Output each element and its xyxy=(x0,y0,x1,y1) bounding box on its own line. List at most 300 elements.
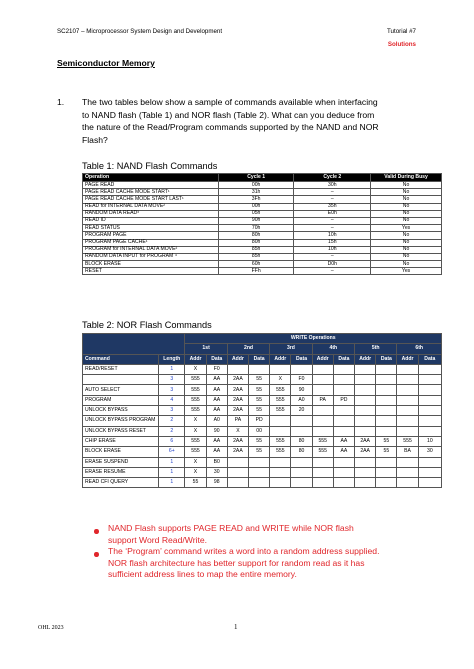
course-title: SC2107 – Microprocessor System Design and Development xyxy=(57,28,223,35)
table-cell xyxy=(355,364,376,374)
table-cell: No xyxy=(371,261,442,268)
table-cell xyxy=(418,457,441,467)
table-cell xyxy=(291,457,312,467)
table-cell: 1 xyxy=(159,467,185,477)
table-cell: AA xyxy=(206,436,227,446)
table-cell: AA xyxy=(206,447,227,457)
table-row xyxy=(83,182,442,189)
table-cell: PD xyxy=(333,395,354,405)
table-row xyxy=(83,395,442,405)
table-cell: PD xyxy=(249,416,270,426)
table-cell: 90 xyxy=(206,426,227,436)
table-cell xyxy=(270,364,291,374)
table-cell: 1 xyxy=(159,364,185,374)
table-cell xyxy=(397,375,418,385)
table-cell xyxy=(397,406,418,416)
table-cell: D0h xyxy=(294,261,371,268)
answer-line: NAND Flash supports PAGE READ and WRITE while NOR flash xyxy=(108,523,354,533)
answer-line: sufficient address lines to map the entire memory. xyxy=(108,569,297,580)
table-cell: BA xyxy=(397,447,418,457)
table-cell: 2AA xyxy=(227,375,248,385)
table-cell xyxy=(333,364,354,374)
table-cell: – xyxy=(294,225,371,232)
table-cell xyxy=(376,416,397,426)
table-cell: 555 xyxy=(185,385,206,395)
table-cell: 05h xyxy=(218,210,294,217)
table-row xyxy=(83,232,442,239)
table-cell xyxy=(397,364,418,374)
addr-header: Addr xyxy=(185,354,206,364)
table-cell: 60h xyxy=(218,261,294,268)
table-cell: 15h xyxy=(294,239,371,246)
table-cell: UNLOCK BYPASS xyxy=(83,406,159,416)
table-cell xyxy=(312,467,333,477)
table-cell: PA xyxy=(312,395,333,405)
table-cell: PA xyxy=(227,416,248,426)
table-cell xyxy=(397,416,418,426)
table-cell xyxy=(270,426,291,436)
table-cell xyxy=(418,375,441,385)
table-cell xyxy=(333,426,354,436)
data-header: Data xyxy=(206,354,227,364)
table-cell xyxy=(355,457,376,467)
table-cell: PROGRAM xyxy=(83,395,159,405)
table-row xyxy=(83,246,442,253)
table-cell: PAGE READ xyxy=(83,182,219,189)
table-cell: X xyxy=(185,426,206,436)
cycle-header: 1st xyxy=(185,344,227,354)
table-cell: BLOCK ERASE xyxy=(83,261,219,268)
table-cell: A0 xyxy=(206,416,227,426)
table-cell: 2AA xyxy=(227,385,248,395)
table-cell: 55 xyxy=(249,375,270,385)
nor-commands-table xyxy=(82,333,442,488)
table-cell xyxy=(312,364,333,374)
table-cell: PROGRAM PAGE xyxy=(83,232,219,239)
table1-caption: Table 1: NAND Flash Commands xyxy=(82,161,218,171)
length-header: Length xyxy=(159,354,185,364)
table-cell xyxy=(397,467,418,477)
table-cell: 555 xyxy=(185,406,206,416)
table-cell: No xyxy=(371,210,442,217)
table-cell: 555 xyxy=(185,436,206,446)
cycle-header: 6th xyxy=(397,344,442,354)
table-cell xyxy=(333,457,354,467)
table-cell xyxy=(355,467,376,477)
table-cell: RESET xyxy=(83,268,219,275)
data-header: Data xyxy=(418,354,441,364)
table-cell: 10 xyxy=(418,436,441,446)
table-cell: UNLOCK BYPASS PROGRAM xyxy=(83,416,159,426)
table-cell: 30 xyxy=(418,447,441,457)
question-line: to NAND flash (Table 1) and NOR flash (Table 2). What can you deduce from xyxy=(82,109,375,120)
table-cell: 4 xyxy=(159,395,185,405)
table-cell xyxy=(376,406,397,416)
table-cell xyxy=(270,478,291,488)
table-cell: F0 xyxy=(206,364,227,374)
table-cell xyxy=(83,375,159,385)
table-cell: AA xyxy=(333,436,354,446)
table-cell: 3Fh xyxy=(218,196,294,203)
write-operations-header: WRITE Operations xyxy=(185,334,442,344)
table-cell xyxy=(291,467,312,477)
table-cell: 3 xyxy=(159,375,185,385)
table-cell: 00h xyxy=(218,203,294,210)
table-cell: No xyxy=(371,189,442,196)
table-cell: 1 xyxy=(159,457,185,467)
table-cell xyxy=(355,385,376,395)
table-cell: 2AA xyxy=(227,395,248,405)
cycle-header: 5th xyxy=(355,344,397,354)
table-cell: X xyxy=(185,467,206,477)
table-cell: – xyxy=(294,253,371,260)
table-cell: 55 xyxy=(249,395,270,405)
section-title: Semiconductor Memory xyxy=(57,58,155,68)
table-cell: 3 xyxy=(159,406,185,416)
table-cell: 35h xyxy=(294,203,371,210)
table-cell: 555 xyxy=(312,447,333,457)
table-cell xyxy=(291,364,312,374)
table-cell: UNLOCK BYPASS RESET xyxy=(83,426,159,436)
column-header: Valid During Busy xyxy=(371,174,442,182)
table-cell: 1 xyxy=(159,478,185,488)
table-header-row xyxy=(83,354,442,364)
table-cell xyxy=(418,385,441,395)
table-cell: 2 xyxy=(159,426,185,436)
table-cell: 555 xyxy=(270,395,291,405)
table-cell: 80h xyxy=(218,239,294,246)
table-cell xyxy=(418,406,441,416)
table-cell: No xyxy=(371,246,442,253)
data-header: Data xyxy=(376,354,397,364)
table-cell xyxy=(333,467,354,477)
table-cell: 55 xyxy=(249,436,270,446)
table-cell xyxy=(312,457,333,467)
column-header: Cycle 1 xyxy=(218,174,294,182)
table-cell: READ/RESET xyxy=(83,364,159,374)
cycle-header: 2nd xyxy=(227,344,269,354)
answer-line: support Word Read/Write. xyxy=(108,534,208,545)
table-cell xyxy=(418,478,441,488)
table-cell xyxy=(397,385,418,395)
table-cell: BLOCK ERASE xyxy=(83,447,159,457)
table-cell: 00 xyxy=(249,426,270,436)
tutorial-number: Tutorial #7 xyxy=(386,28,416,35)
table-cell xyxy=(312,426,333,436)
table-header-row xyxy=(83,344,442,354)
data-header: Data xyxy=(291,354,312,364)
table-cell: 555 xyxy=(270,447,291,457)
table-cell: ERASE RESUME xyxy=(83,467,159,477)
table-cell xyxy=(418,467,441,477)
table-row xyxy=(83,217,442,224)
table-cell xyxy=(397,478,418,488)
table-cell: CHIP ERASE xyxy=(83,436,159,446)
question-line: the nature of the Read/Program commands supported by the NAND and NOR xyxy=(82,122,379,133)
table-row xyxy=(83,253,442,260)
table-row xyxy=(83,385,442,395)
table-cell: RANDOM DATA INPUT for PROGRAM ⁴ xyxy=(83,253,219,260)
solutions-label: Solutions xyxy=(387,41,416,48)
table-row xyxy=(83,364,442,374)
table-cell: 80h xyxy=(218,232,294,239)
table-cell: 00h xyxy=(218,182,294,189)
table-cell: X xyxy=(185,457,206,467)
table-cell: F0 xyxy=(291,375,312,385)
table-cell: 10h xyxy=(294,232,371,239)
header-spacer xyxy=(83,344,185,354)
table-cell xyxy=(249,478,270,488)
table-cell xyxy=(355,416,376,426)
table-row xyxy=(83,426,442,436)
table-cell: RANDOM DATA READ³ xyxy=(83,210,219,217)
table-cell: 55 xyxy=(249,447,270,457)
table-cell xyxy=(376,426,397,436)
table-cell xyxy=(376,375,397,385)
table-cell xyxy=(249,467,270,477)
table-cell: X xyxy=(185,416,206,426)
addr-header: Addr xyxy=(270,354,291,364)
table-cell xyxy=(355,478,376,488)
table-cell: PROGRAM PAGE CACHE¹ xyxy=(83,239,219,246)
table-row xyxy=(83,478,442,488)
table-cell: 6+ xyxy=(159,447,185,457)
table-cell xyxy=(333,416,354,426)
table-cell: A0 xyxy=(291,395,312,405)
table-cell: No xyxy=(371,217,442,224)
table-cell: 80 xyxy=(291,436,312,446)
table-cell: 30h xyxy=(294,182,371,189)
question-line: Flash? xyxy=(82,135,108,146)
nand-commands-table xyxy=(82,173,442,275)
table-cell: PAGE READ CACHE MODE START¹ xyxy=(83,189,219,196)
table-row xyxy=(83,447,442,457)
answer-1 xyxy=(108,523,354,546)
table-cell xyxy=(418,426,441,436)
footer-left: OHL 2023 xyxy=(38,625,64,631)
table-cell: PROGRAM for INTERNAL DATA MOVE² xyxy=(83,246,219,253)
table-cell: 2AA xyxy=(227,406,248,416)
table-cell xyxy=(270,467,291,477)
table-cell: 31h xyxy=(218,189,294,196)
addr-header: Addr xyxy=(312,354,333,364)
table-cell: 55 xyxy=(249,406,270,416)
table-cell: No xyxy=(371,232,442,239)
answer-line: The ‘Program’ command writes a word into a random address supplied. xyxy=(108,546,380,556)
table-cell: 30 xyxy=(206,467,227,477)
table-cell: 2 xyxy=(159,416,185,426)
command-header: Command xyxy=(83,354,159,364)
table-cell xyxy=(227,364,248,374)
table-cell xyxy=(376,385,397,395)
table-cell: 555 xyxy=(312,436,333,446)
table-cell: – xyxy=(294,268,371,275)
table-cell xyxy=(376,364,397,374)
table-cell: No xyxy=(371,196,442,203)
table-cell xyxy=(312,406,333,416)
table-cell: AA xyxy=(206,395,227,405)
bullet-icon xyxy=(94,529,99,534)
table-cell: 70h xyxy=(218,225,294,232)
table-cell: 90h xyxy=(218,217,294,224)
table-cell: AA xyxy=(206,385,227,395)
table-cell xyxy=(333,375,354,385)
table-cell xyxy=(355,426,376,436)
table-cell: X xyxy=(270,375,291,385)
table-row xyxy=(83,189,442,196)
table-cell: No xyxy=(371,239,442,246)
table-cell xyxy=(312,385,333,395)
table-cell xyxy=(312,416,333,426)
table-cell: 555 xyxy=(185,375,206,385)
answer-line: NOR flash architecture has better support for random read as it has xyxy=(108,557,365,568)
table-cell: READ STATUS xyxy=(83,225,219,232)
table-row xyxy=(83,239,442,246)
table-cell: READ for INTERNAL DATA MOVE² xyxy=(83,203,219,210)
table-cell: 85h xyxy=(218,253,294,260)
table-cell: READ ID xyxy=(83,217,219,224)
table-cell: – xyxy=(294,189,371,196)
table-cell: 80 xyxy=(291,447,312,457)
table-cell: Yes xyxy=(371,268,442,275)
table-cell: FFh xyxy=(218,268,294,275)
table-row xyxy=(83,406,442,416)
question-number: 1. xyxy=(57,97,65,107)
table-cell xyxy=(291,416,312,426)
table-cell xyxy=(312,375,333,385)
table-cell: X xyxy=(227,426,248,436)
table-row xyxy=(83,375,442,385)
table-cell: B0 xyxy=(206,457,227,467)
table-cell xyxy=(355,375,376,385)
data-header: Data xyxy=(333,354,354,364)
table-cell xyxy=(249,364,270,374)
table-cell xyxy=(418,395,441,405)
table-cell: 555 xyxy=(397,436,418,446)
table-cell xyxy=(355,395,376,405)
data-header: Data xyxy=(249,354,270,364)
table-row xyxy=(83,203,442,210)
table-cell xyxy=(312,478,333,488)
table-cell: 55 xyxy=(249,385,270,395)
table-cell: Yes xyxy=(371,225,442,232)
table-header-row xyxy=(83,174,442,182)
table-cell: 555 xyxy=(270,436,291,446)
table-cell xyxy=(270,416,291,426)
table-row xyxy=(83,225,442,232)
table-cell xyxy=(333,385,354,395)
table-cell: 20 xyxy=(291,406,312,416)
table-cell xyxy=(249,457,270,467)
question-text xyxy=(82,96,442,147)
table-cell: 2AA xyxy=(355,436,376,446)
table-cell: – xyxy=(294,217,371,224)
table-cell: AA xyxy=(206,375,227,385)
table-cell: 2AA xyxy=(227,447,248,457)
table-cell xyxy=(227,478,248,488)
table-cell xyxy=(227,457,248,467)
table-row xyxy=(83,268,442,275)
table-row xyxy=(83,416,442,426)
table-cell xyxy=(333,478,354,488)
table-cell xyxy=(376,457,397,467)
table-cell: 2AA xyxy=(355,447,376,457)
table-cell: 10h xyxy=(294,246,371,253)
table-cell: X xyxy=(185,364,206,374)
table2-caption: Table 2: NOR Flash Commands xyxy=(82,320,212,330)
table-cell: 6 xyxy=(159,436,185,446)
table-row xyxy=(83,467,442,477)
table-cell xyxy=(270,457,291,467)
table-cell xyxy=(227,467,248,477)
table-row xyxy=(83,210,442,217)
table-cell xyxy=(376,467,397,477)
table-cell xyxy=(355,406,376,416)
table-cell: 98 xyxy=(206,478,227,488)
table-cell: 555 xyxy=(270,385,291,395)
table-cell: – xyxy=(294,196,371,203)
table-cell: 85h xyxy=(218,246,294,253)
bullet-icon xyxy=(94,552,99,557)
table-cell xyxy=(397,457,418,467)
table-cell xyxy=(397,426,418,436)
answer-2 xyxy=(108,546,379,581)
table-cell xyxy=(291,478,312,488)
table-cell: No xyxy=(371,203,442,210)
table-cell: PAGE READ CACHE MODE START LAST¹ xyxy=(83,196,219,203)
table-cell xyxy=(418,416,441,426)
cycle-header: 3rd xyxy=(270,344,312,354)
table-cell: No xyxy=(371,182,442,189)
header-spacer xyxy=(83,334,185,344)
page-number: 1 xyxy=(234,623,238,631)
table-row xyxy=(83,436,442,446)
addr-header: Addr xyxy=(397,354,418,364)
table-cell: 55 xyxy=(376,447,397,457)
table-cell xyxy=(418,364,441,374)
table-cell: ERASE SUSPEND xyxy=(83,457,159,467)
addr-header: Addr xyxy=(355,354,376,364)
table-cell: READ CFI QUERY xyxy=(83,478,159,488)
table-cell: 555 xyxy=(270,406,291,416)
table-cell: AA xyxy=(206,406,227,416)
column-header: Cycle 2 xyxy=(294,174,371,182)
table-cell: 555 xyxy=(185,395,206,405)
table-cell xyxy=(376,478,397,488)
cycle-header: 4th xyxy=(312,344,354,354)
table-cell: 90 xyxy=(291,385,312,395)
table-cell: E0h xyxy=(294,210,371,217)
question-line: The two tables below show a sample of commands available when interfacing xyxy=(82,97,378,107)
table-cell: 555 xyxy=(185,447,206,457)
table-cell xyxy=(291,426,312,436)
table-cell: 2AA xyxy=(227,436,248,446)
table-header-row xyxy=(83,334,442,344)
table-cell: 3 xyxy=(159,385,185,395)
table-cell xyxy=(397,395,418,405)
table-cell xyxy=(376,395,397,405)
table-cell: 55 xyxy=(376,436,397,446)
column-header: Operation xyxy=(83,174,219,182)
table-row xyxy=(83,457,442,467)
table-cell: AUTO SELECT xyxy=(83,385,159,395)
table-row xyxy=(83,261,442,268)
table-cell: No xyxy=(371,253,442,260)
table-cell: 55 xyxy=(185,478,206,488)
table-row xyxy=(83,196,442,203)
table-cell xyxy=(333,406,354,416)
table-cell: AA xyxy=(333,447,354,457)
